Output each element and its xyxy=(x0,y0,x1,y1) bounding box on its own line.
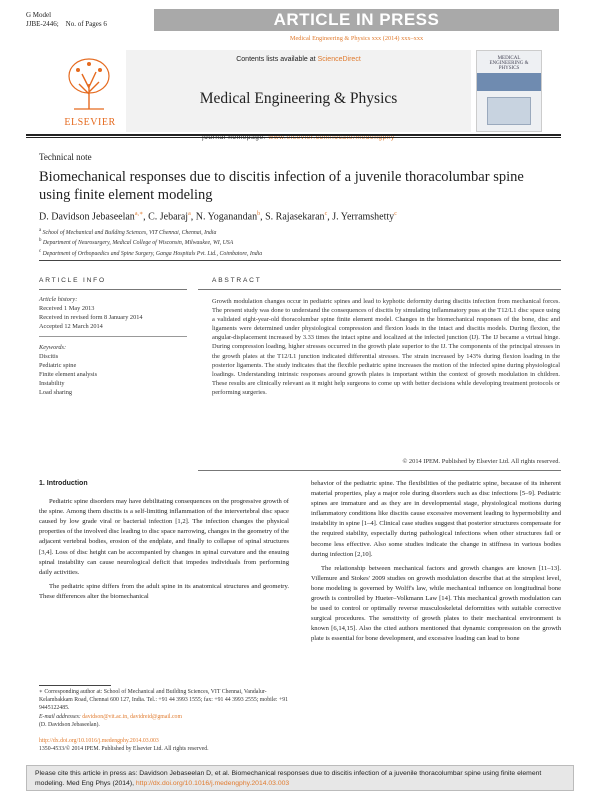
history-label: Article history: xyxy=(39,296,78,303)
contents-prefix: Contents lists available at xyxy=(236,56,316,63)
elsevier-logo xyxy=(60,54,120,128)
abstract-heading: ABSTRACT xyxy=(212,277,262,284)
model-code: G Model xyxy=(26,11,52,19)
elsevier-tree-icon xyxy=(64,54,114,114)
paragraph: behavior of the pediatric spine. The flexibilities of the pediatric spine, because of its inherent material properties, play a major role during disorders such as disc infections [5–9]. Pediatric spines are immature and as they are in developmental stage, physiological motions during inflammatory conditions like discitis cause excessive movement leading to hypermobility and instability in spine [1–4]. Clinical case studies suggest that posterior structures compensate for the required stability, especially during pathological infections when other structures fail or become less effective. Also some studies indicate the change in stiffness in various bodies during infection [2,10]. xyxy=(311,480,561,558)
article-info-rule xyxy=(39,289,187,290)
paragraph: The pediatric spine differs from the adult spine in its anatomical structures and geometry. These differences alter the biomechanical xyxy=(39,582,289,600)
author: J. Yerramshetty xyxy=(332,211,395,223)
cover-image xyxy=(487,97,531,125)
author-sup[interactable]: b xyxy=(257,211,261,217)
history-item: Accepted 12 March 2014 xyxy=(39,323,103,330)
history-item: Received in revised form 8 January 2014 xyxy=(39,314,143,321)
abstract-copyright: © 2014 IPEM. Published by Elsevier Ltd. All rights reserved. xyxy=(402,458,560,465)
article-code: JJBE-2446; xyxy=(26,20,59,28)
keyword: Load sharing xyxy=(39,389,73,396)
affiliations xyxy=(39,227,262,258)
author-sup[interactable]: c xyxy=(394,211,397,217)
author: C. Jebaraj xyxy=(148,211,189,223)
masthead-rule-thin xyxy=(26,137,561,138)
publisher-name: ELSEVIER xyxy=(64,117,116,128)
section-heading: 1. Introduction xyxy=(39,480,88,487)
keyword: Pediatric spine xyxy=(39,362,77,369)
issn-line: 1350-4533/© 2014 IPEM. Published by Elsevier Ltd. All rights reserved. xyxy=(39,746,209,753)
email-label: E-mail addresses: xyxy=(39,713,81,720)
abstract-text: Growth modulation changes occur in pediatric spines and lead to kyphotic deformity during discitis infection from mechanical forces. The present study was done to understand the consequences of discitis by simulating inflammatory puss at the T12/L1 disc space using a validated eight-year-old thoracolumbar spine finite element model. Changes in the biomechanical responses of the bone, disc and ligaments were determined under physiological compression and flexion loads in the intact and discitis models. During flexion, the angular-displacement increased by 3.33 times the intact spine and localized at the infected junction (IJ). The IJ became a virtual hinge. During compression loading, higher stresses occurred in the growth plate superior to the IJ. The components of the principal stresses in the growth plates at the T12/L1 junction indicated differential stresses. The strain increased by 143% during flexion loading in the posterior ligaments. The study indicates that the flexible pediatric spine increases the motion of the infected spine during physiological loadings. Understanding intrinsic responses around growth plates is important within the context of growth modulation in children. These results are clinically relevant as it might help surgeons to come up with better decisions while developing treatment protocols or performing surgeries. xyxy=(212,298,560,396)
author: S. Rajasekaran xyxy=(265,211,325,223)
paper-title: Biomechanical responses due to discitis infection of a juvenile thoracolumbar spine using finite element modeling xyxy=(39,169,524,203)
email-links[interactable]: davidson@vit.ac.in, davidreid@gmail.com xyxy=(82,713,182,720)
masthead-center xyxy=(126,50,471,132)
paragraph: Pediatric spine disorders may have debilitating consequences on the progressive growth of the spine. Among them discitis is a self-limiting inflammation of the intervertebral disc space caused by low grade viral or bacterial infection [1,2]. The infection changes the physical properties of the involved disc leading to disc space narrowing, changes in the geometry of the adjacent vertebral bodies, erosion of the endplate, and finally to collapse of spinal structures [3,4]. Loss of disc height can be accompanied by changes in spinal curvature and the ensuing spinal instability can cause neurological deficit that impedes individuals from performing daily activities. xyxy=(39,498,289,576)
journal-citation-line[interactable]: Medical Engineering & Physics xxx (2014) xxx–xxx xyxy=(289,35,424,42)
affiliation: $^b$ Department of Neurosurgery, Medical College of Wisconsin, Milwaukee, WI, USA xyxy=(39,238,234,247)
article-info-heading: ARTICLE INFO xyxy=(39,277,106,284)
header-codes xyxy=(26,11,107,29)
abstract-separator xyxy=(198,470,561,471)
journal-cover-thumbnail xyxy=(476,50,542,132)
email-person: (D. Davidson Jebaseelan). xyxy=(39,721,100,728)
body-column-left xyxy=(39,479,289,602)
history-rule xyxy=(39,336,187,337)
contents-line xyxy=(126,56,471,63)
article-history xyxy=(39,295,143,331)
article-type: Technical note xyxy=(39,152,92,162)
keywords xyxy=(39,343,97,397)
title-separator xyxy=(39,260,561,261)
author-sup[interactable]: a xyxy=(188,211,191,217)
author: N. Yoganandan xyxy=(195,211,258,223)
sciencedirect-link[interactable]: ScienceDirect xyxy=(317,56,361,63)
author-list: D. Davidson Jebaseelan$^{a,∗}$, C. Jebaraj$^a$, N. Yoganandan$^b$, S. Rajasekaran$^c$, J. Yerramshetty$^c$ xyxy=(39,211,397,223)
footnotes xyxy=(39,688,289,729)
cover-band xyxy=(477,73,541,91)
doi-block xyxy=(39,737,299,753)
paragraph: The relationship between mechanical factors and growth changes are known [11–13]. Villemure and Stokes' 2009 studies on growth modulation describe that at the simplest level, bone modeling is governed by Wolff's law, while mechanical influence on longitudinal bone growth is controlled by Hueter–Volkmann Law [14]. This mechanical growth modulation can be used to control or optimally reverse musculoskeletal deformities with suitable corrective surgical procedures. The sensitivity of growth plates to their mechanical environment is known [6,14,15]. Also the cited authors mentioned that dynamic compression on the growth plate is essential for bone development, and excessive loading can lead to bone xyxy=(311,564,561,643)
footnote-rule xyxy=(39,685,111,686)
citation-box xyxy=(26,765,574,791)
article-in-press-banner: ARTICLE IN PRESS xyxy=(154,9,559,31)
citation-doi-link[interactable]: http://dx.doi.org/10.1016/j.medengphy.2014.03.003 xyxy=(135,779,290,787)
keyword: Finite element analysis xyxy=(39,371,98,378)
cover-title: MEDICAL ENGINEERING & PHYSICS xyxy=(489,56,529,71)
keyword: Instability xyxy=(39,380,65,387)
masthead-rule xyxy=(26,134,561,136)
affiliation: $^a$ School of Mechanical and Building Sciences, VIT Chennai, Chennai, India xyxy=(39,228,217,236)
email-line xyxy=(39,713,289,721)
journal-title: Medical Engineering & Physics xyxy=(199,90,398,107)
keywords-label: Keywords: xyxy=(39,344,67,351)
author-sup[interactable]: c xyxy=(324,211,328,217)
history-item: Received 1 May 2013 xyxy=(39,305,95,312)
author: D. Davidson Jebaseelan xyxy=(39,211,135,223)
journal-masthead xyxy=(60,50,542,132)
keyword: Discitis xyxy=(39,353,59,360)
page-count: No. of Pages 6 xyxy=(65,20,107,28)
body-column-right xyxy=(311,479,561,645)
author-sup[interactable]: a,∗ xyxy=(134,211,144,217)
doi-link[interactable]: http://dx.doi.org/10.1016/j.medengphy.2014.03.003 xyxy=(39,738,159,744)
affiliation: $^c$ Department of Orthopaedics and Spine Surgery, Ganga Hospitals Pvt. Ltd., Coimbatore, India xyxy=(39,248,263,257)
citation-text: Please cite this article in press as: Davidson Jebaseelan D, et al. Biomechanical responses due to discitis infection of a juvenile thoracolumbar spine using finite element modeling. Med Eng Phys (2014), xyxy=(35,770,542,787)
abstract-rule xyxy=(198,289,561,290)
corresponding-author-note: ∗ Corresponding author at: School of Mechanical and Building Sciences, VIT Chennai, Vandalur-Kelambakkam Road, Chennai 600 127, India. Tel.: +91 44 3993 1555; fax: +91 44 3993 2555; mobile: +91 9445122485. xyxy=(39,689,289,712)
